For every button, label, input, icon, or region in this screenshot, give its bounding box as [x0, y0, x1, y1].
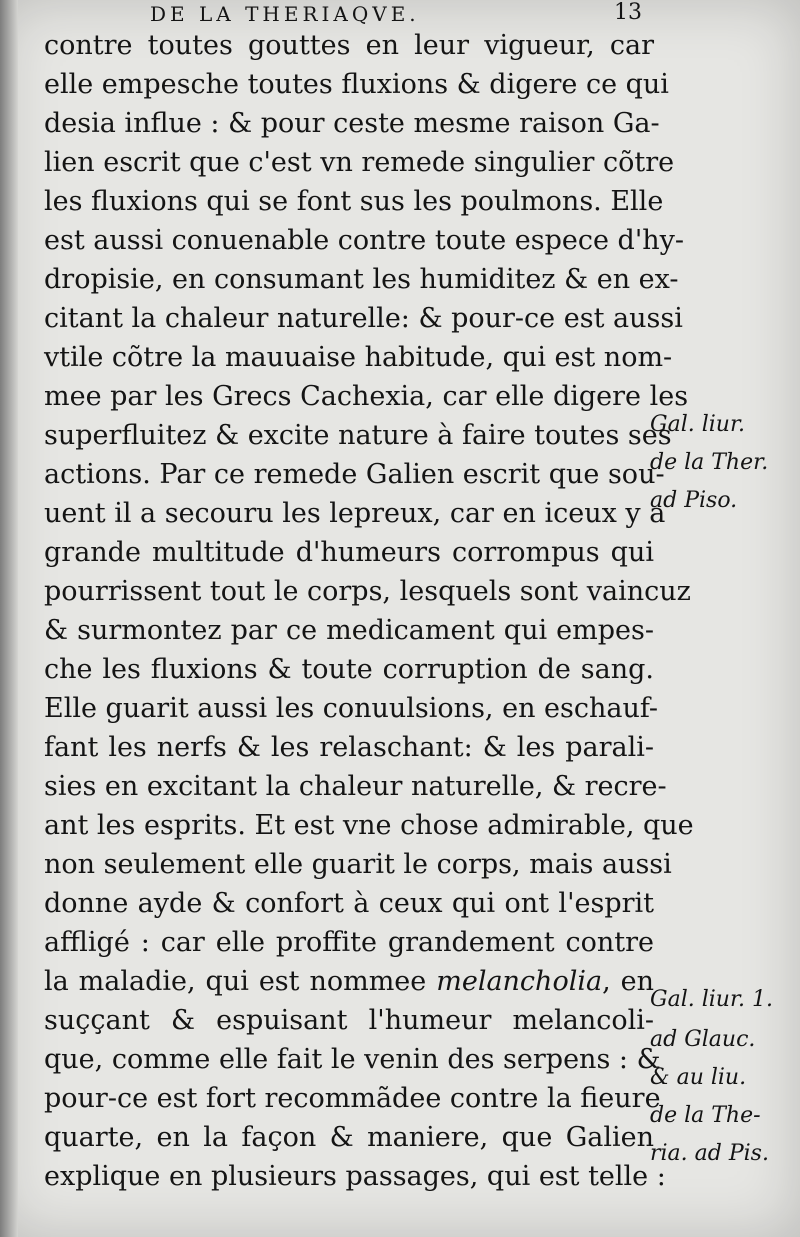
- text-line-7: dropisie, en consumant les humiditez & en ex-: [44, 264, 679, 295]
- text-line-9: vtile cõtre la mauuaise habitude, qui est nom-: [44, 342, 673, 373]
- text-line-3: desia influe : & pour ceste mesme raison Ga-: [44, 108, 660, 139]
- text-line-10: mee par les Grecs Cachexia, car elle digere les: [44, 381, 689, 412]
- text-line-19: fant les nerfs & les relaschant: & les parali-: [44, 732, 654, 763]
- text-line-17: che les fluxions & toute corruption de sang.: [44, 654, 654, 685]
- line-25-end: , en: [602, 966, 654, 997]
- text-line-4: lien escrit que c'est vn remede singulier cõtre: [44, 147, 675, 178]
- text-line-23: donne ayde & confort à ceux qui ont l'esprit: [44, 888, 654, 919]
- text-line-13: uent il a secouru les lepreux, car en iceux y a: [44, 498, 666, 529]
- text-line-15: pourrissent tout le corps, lesquels sont vaincuz: [44, 576, 691, 607]
- text-line-29: quarte, en la façon & maniere, que Galien: [44, 1122, 654, 1153]
- text-line-11: superfluitez & excite nature à faire toutes ses: [44, 420, 672, 451]
- margin-note-2-line-4: de la The-: [650, 1103, 761, 1128]
- margin-note-2-line-1: Gal. liur. 1.: [650, 987, 774, 1012]
- page-gutter-shadow: [0, 0, 18, 1237]
- text-line-12: actions. Par ce remede Galien escrit que sou-: [44, 459, 665, 490]
- text-line-26: suççant & espuisant l'humeur melancoli-: [44, 1005, 654, 1036]
- text-line-24: affligé : car elle proffite grandement contre: [44, 927, 654, 958]
- text-line-14: grande multitude d'humeurs corrompus qui: [44, 537, 654, 568]
- text-line-1: contre toutes gouttes en leur vigueur, car: [44, 30, 654, 61]
- margin-note-1-line-1: Gal. liur.: [650, 412, 746, 437]
- margin-note-2-line-5: ria. ad Pis.: [650, 1141, 769, 1166]
- text-line-5: les fluxions qui se font sus les poulmons. Elle: [44, 186, 664, 217]
- text-line-28: pour-ce est fort recommãdee contre la fieure: [44, 1083, 661, 1114]
- text-line-8: citant la chaleur naturelle: & pour-ce est aussi: [44, 303, 683, 334]
- margin-note-1-line-3: ad Piso.: [650, 488, 738, 513]
- page-number: 13: [614, 0, 642, 25]
- text-line-21: ant les esprits. Et est vne chose admirable, que: [44, 810, 694, 841]
- text-line-30: explique en plusieurs passages, qui est telle :: [44, 1161, 666, 1192]
- italic-term: melancholia: [436, 966, 603, 997]
- line-25-start: la maladie, qui est nommee: [44, 966, 427, 997]
- text-line-16: & surmontez par ce medicament qui empes-: [44, 615, 654, 646]
- text-line-20: sies en excitant la chaleur naturelle, & recre-: [44, 771, 667, 802]
- text-line-6: est aussi conuenable contre toute espece d'hy-: [44, 225, 685, 256]
- margin-note-2-line-2: ad Glauc.: [650, 1027, 756, 1052]
- text-line-2: elle empesche toutes fluxions & digere ce qui: [44, 69, 669, 100]
- margin-note-1-line-2: de la Ther.: [650, 450, 769, 475]
- text-line-27: que, comme elle fait le venin des serpens : &: [44, 1044, 661, 1075]
- text-line-18: Elle guarit aussi les conuulsions, en eschauf-: [44, 693, 659, 724]
- text-line-22: non seulement elle guarit le corps, mais aussi: [44, 849, 672, 880]
- margin-note-2-line-3: & au liu.: [650, 1065, 747, 1090]
- text-line-25: [44, 962, 654, 1001]
- running-title: DE LA THERIAQVE.: [150, 2, 420, 26]
